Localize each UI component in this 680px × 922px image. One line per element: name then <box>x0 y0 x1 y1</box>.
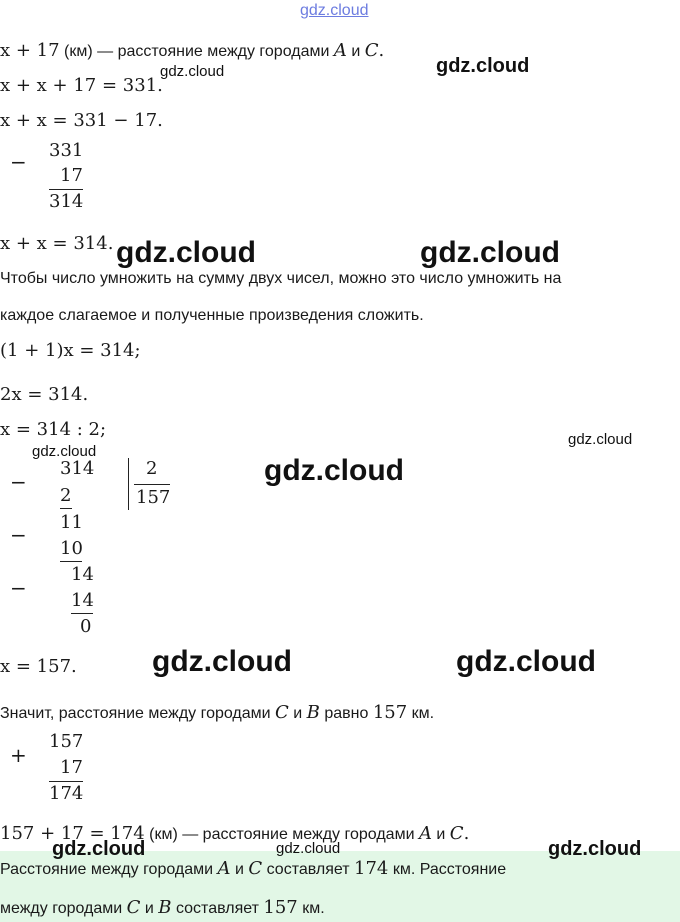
quotient: 157 <box>136 487 171 508</box>
var-c: C <box>126 897 141 918</box>
addend-1: 157 <box>49 731 84 752</box>
expression: x + 17 <box>0 40 60 61</box>
minus-sign: − <box>10 523 27 547</box>
text: Расстояние между городами <box>0 861 214 878</box>
subtrahend: 17 <box>60 165 83 186</box>
equation-line-7: x = 314 : 2; <box>0 419 107 440</box>
equation-line-6: 2x = 314. <box>0 384 89 405</box>
and-word: и <box>234 861 244 878</box>
distance-ac: 174 <box>354 858 389 879</box>
var-b: B <box>158 897 172 918</box>
var-a: A <box>333 40 347 61</box>
period: . <box>378 40 385 61</box>
equation-line-5: (1 + 1)x = 314; <box>0 340 141 361</box>
watermark: gdz.cloud <box>420 236 560 269</box>
step-3: 14 <box>71 590 94 611</box>
step-2: 10 <box>60 538 83 559</box>
watermark: gdz.cloud <box>436 55 530 77</box>
watermark: gdz.cloud <box>264 454 404 487</box>
answer-line-2 <box>0 897 325 918</box>
equation-line-3: x + x = 331 − 17. <box>0 110 163 131</box>
and-word: и <box>351 43 361 60</box>
watermark: gdz.cloud <box>116 236 256 269</box>
step-1-line <box>60 508 72 509</box>
text: между городами <box>0 900 123 917</box>
var-c: C <box>248 858 263 879</box>
expression: 157 + 17 = 174 <box>0 823 145 844</box>
divisor: 2 <box>146 458 158 479</box>
minus-sign: − <box>10 470 27 494</box>
equation-line-1 <box>0 40 384 61</box>
distance-value: 157 <box>372 702 408 723</box>
result-line <box>49 781 83 782</box>
watermark: gdz.cloud <box>152 645 292 678</box>
watermark: gdz.cloud <box>52 838 146 860</box>
text: (км) — расстояние между городами <box>149 826 415 843</box>
text: составляет <box>175 900 259 917</box>
and-word: и <box>293 705 303 722</box>
divisor-line <box>134 484 170 485</box>
var-a: A <box>418 823 432 844</box>
text: Значит, расстояние между городами <box>0 705 271 722</box>
minus-sign: − <box>10 150 27 174</box>
text: равно <box>324 705 369 722</box>
watermark-top[interactable]: gdz.cloud <box>300 2 369 19</box>
text: км. Расстояние <box>392 861 507 878</box>
var-c: C <box>449 823 464 844</box>
minus-sign: − <box>10 576 27 600</box>
watermark: gdz.cloud <box>456 645 596 678</box>
sum: 174 <box>49 783 84 804</box>
step-1: 2 <box>60 485 72 506</box>
var-c: C <box>275 702 289 723</box>
remainder-2: 14 <box>71 564 94 585</box>
final-remainder: 0 <box>80 616 92 637</box>
plus-sign: + <box>10 743 27 767</box>
minuend: 331 <box>49 140 84 161</box>
step-2-line <box>60 561 82 562</box>
conclusion-line <box>0 702 434 723</box>
var-a: A <box>217 858 231 879</box>
text: составляет <box>266 861 350 878</box>
var-c: C <box>364 40 379 61</box>
rule-line-2: каждое слагаемое и полученные произведения сложить. <box>0 307 424 324</box>
watermark: gdz.cloud <box>160 63 225 80</box>
answer-line-1 <box>0 858 506 879</box>
dividend: 314 <box>60 458 95 479</box>
watermark: gdz.cloud <box>548 838 642 860</box>
difference: 314 <box>49 191 84 212</box>
period: . <box>463 823 470 844</box>
watermark: gdz.cloud <box>568 431 633 448</box>
unit: км. <box>302 900 325 917</box>
var-b: B <box>306 702 320 723</box>
equation-line-8: x = 157. <box>0 656 77 677</box>
equation-line-2: x + x + 17 = 331. <box>0 75 163 96</box>
division-bar <box>128 458 129 510</box>
unit: км. <box>411 705 435 722</box>
distance-cb: 157 <box>263 897 298 918</box>
addend-2: 17 <box>60 757 83 778</box>
step-3-line <box>71 613 93 614</box>
result-line <box>49 189 83 190</box>
equation-line-4: x + x = 314. <box>0 233 114 254</box>
text: (км) — расстояние между городами <box>64 43 330 60</box>
watermark: gdz.cloud <box>276 840 341 857</box>
and-word: и <box>436 826 446 843</box>
rule-line-1: Чтобы число умножить на сумму двух чисел, можно это число умножить на <box>0 270 562 287</box>
watermark: gdz.cloud <box>32 443 97 460</box>
remainder-1: 11 <box>60 512 83 533</box>
and-word: и <box>144 900 154 917</box>
